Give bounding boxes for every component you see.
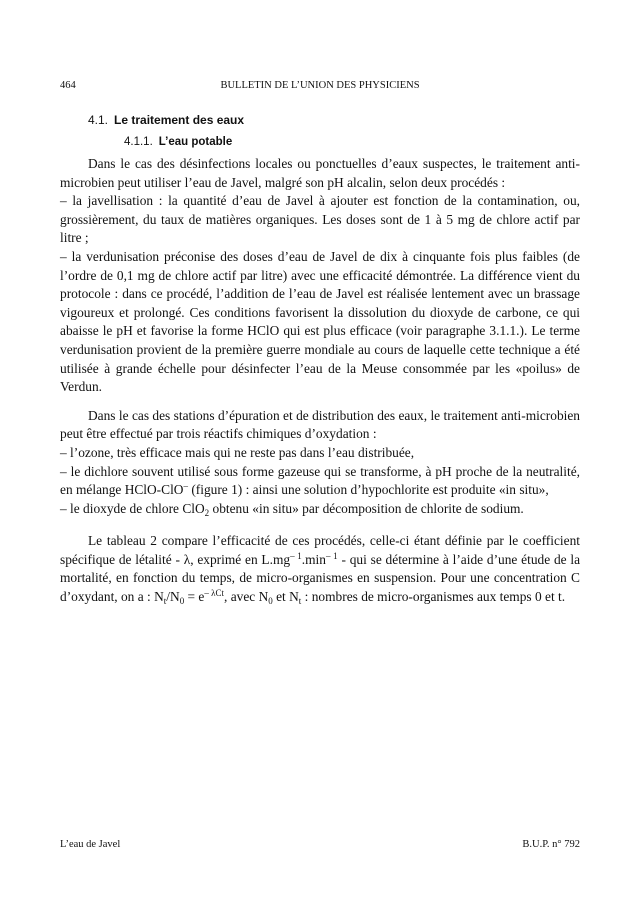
section-title: Le traitement des eaux bbox=[114, 113, 245, 127]
subsection-heading bbox=[124, 136, 232, 148]
page-number: 464 bbox=[60, 80, 76, 91]
section-heading bbox=[88, 113, 244, 127]
list-item-javellisation: – la javellisation : la quantité d’eau de Javel à ajouter est fonction de la contamination, ou, grossièrement, du taux de matières organiques. Les doses sont de 1 à 5 mg de chlore actif par litre ; bbox=[60, 193, 580, 246]
list-item-verdunisation: – la verdunisation préconise des doses d’eau de Javel de dix à cinquante fois plus faibles (de l’ordre de 0,1 mg de chlore actif par litre) avec une efficacité démontrée. La différence vient du protocole : dans ce procédé, l’addition de l’eau de Javel est réalisée lentement avec un brassage vigoureux et prolongé. Ces conditions favorisent la dissolution du dioxyde de carbone, ce qui abaisse le pH et favorise la forme HClO qui est plus efficace (voir paragraphe 3.1.1.). Le terme verdunisation provient de la première guerre mondiale au cours de laquelle cette technique a été utilisée à grande échelle pour désinfecter l’eau de la Meuse consommée par les «poilus» de Verdun. bbox=[60, 248, 580, 395]
list-item-ozone: – l’ozone, très efficace mais qui ne reste pas dans l’eau distribuée, bbox=[60, 444, 415, 460]
body-text bbox=[60, 155, 580, 607]
paragraph-tableau: Le tableau 2 compare l’efficacité de ces procédés, celle-ci étant définie par le coefficient spécifique de létalité - λ, exprimé en $L.mg^{- 1}.\min^{- 1}$ - qui se détermine à l’aide d’une étude de la mortalité, en fonction du temps, de micro-organismes en suspension. Pour une concentration C d’oxydant, on a : $N_t/N_0 = e^{- \lambda Ct}$, avec $N_0$ et $N_t$ : nombres de micro-organismes aux temps 0 et t. bbox=[60, 533, 581, 607]
subsection-title: L’eau potable bbox=[158, 136, 233, 148]
subsection-number: 4.1.1. bbox=[124, 136, 153, 148]
list-item-dichlore: – le dichlore souvent utilisé sous forme gazeuse qui se transforme, à pH proche de la neutralité, en mélange HClO-ClO– (figure 1) : ainsi une solution d’hypochlorite est produite «in situ», bbox=[60, 463, 580, 498]
running-header bbox=[60, 80, 580, 94]
footer-left: L’eau de Javel bbox=[60, 839, 121, 850]
journal-title: BULLETIN DE L’UNION DES PHYSICIENS bbox=[220, 80, 420, 91]
section-number: 4.1. bbox=[88, 113, 109, 127]
list-item-dioxyde: – le dioxyde de chlore ClO$_2$ obtenu «in situ» par décomposition de chlorite de sodium. bbox=[60, 500, 524, 518]
paragraph-intro: Dans le cas des désinfections locales ou ponctuelles d’eaux suspectes, le traitement anti-microbien peut utiliser l’eau de Javel, malgré son pH alcalin, selon deux procédés : bbox=[60, 156, 580, 190]
paragraph-stations: Dans le cas des stations d’épuration et de distribution des eaux, le traitement anti-microbien peut être effectué par trois réactifs chimiques d’oxydation : bbox=[60, 407, 580, 442]
footer-right: B.U.P. n° 792 bbox=[522, 839, 580, 850]
